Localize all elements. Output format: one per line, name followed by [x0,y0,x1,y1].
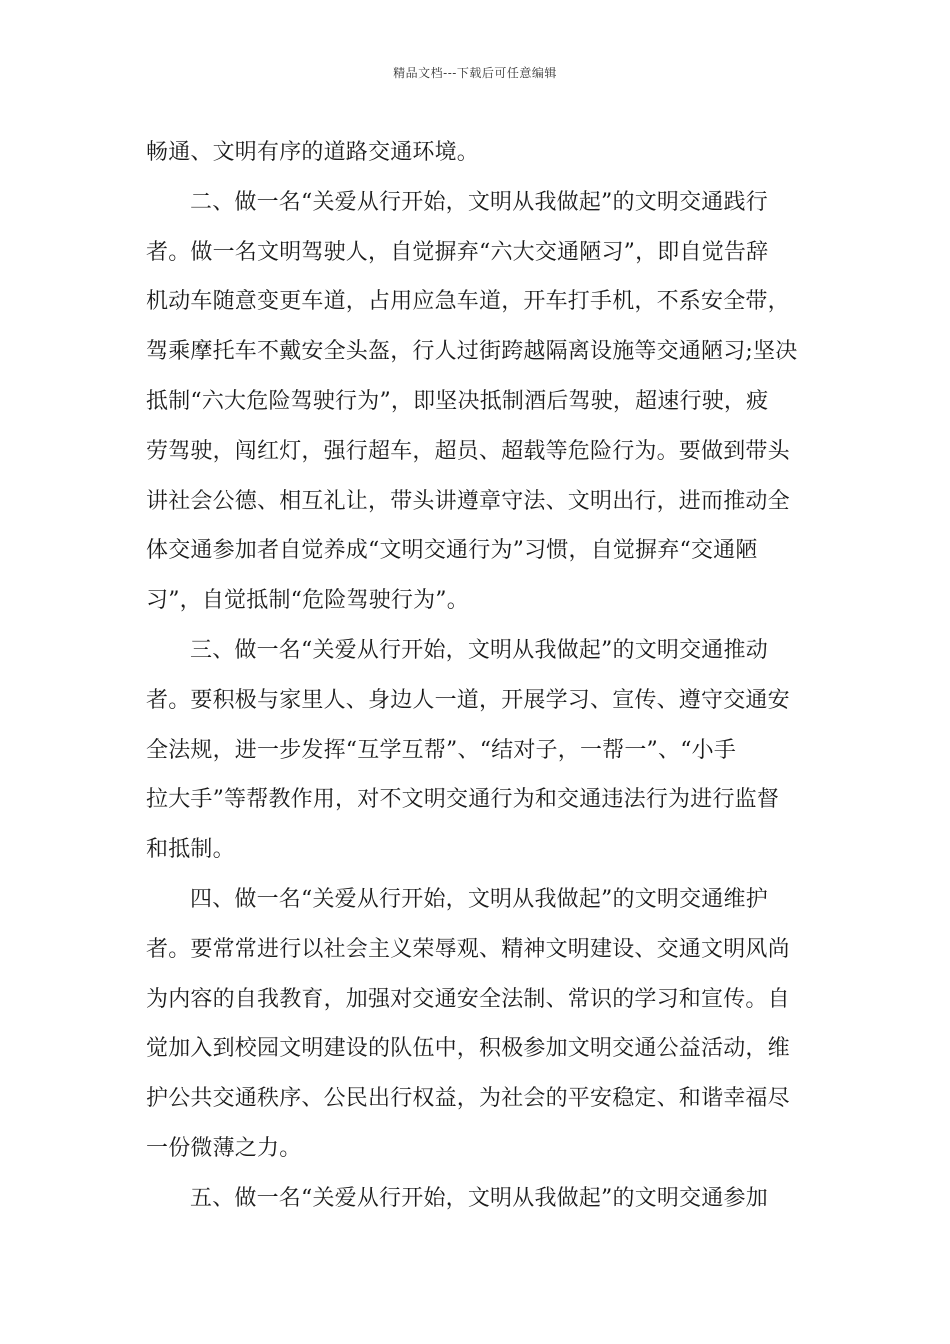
text-line: 驾乘摩托车不戴安全头盔，行人过街跨越隔离设施等交通陋习;坚决 [146,339,798,365]
text-line: 体交通参加者自觉养成“文明交通行为”习惯，自觉摒弃“交通陋 [146,538,758,564]
paragraph-first-line: 三、做一名“关爱从行开始，文明从我做起”的文明交通推动 [190,637,768,663]
text-line: 拉大手”等帮教作用，对不文明交通行为和交通违法行为进行监督 [146,787,780,813]
text-line: 觉加入到校园文明建设的队伍中，积极参加文明交通公益活动，维 [146,1036,790,1062]
text-line: 抵制“六大危险驾驶行为”，即坚决抵制酒后驾驶，超速行驶，疲 [146,388,769,414]
text-line: 畅通、文明有序的道路交通环境。 [146,140,480,165]
text-line: 全法规，进一步发挥“互学互帮”、“结对子，一帮一”、“小手 [146,737,737,763]
paragraph-first-line: 二、做一名“关爱从行开始，文明从我做起”的文明交通践行 [190,189,768,215]
paragraph-first-line: 四、做一名“关爱从行开始，文明从我做起”的文明交通维护 [190,886,768,912]
text-line: 一份微薄之力。 [146,1135,302,1161]
text-line: 者。做一名文明驾驶人，自觉摒弃“六大交通陋习”，即自觉告辞 [146,239,769,265]
text-line: 讲社会公德、相互礼让，带头讲遵章守法、文明出行，进而推动全 [146,488,790,514]
text-line: 者。要常常进行以社会主义荣辱观、精神文明建设、交通文明风尚 [146,936,790,962]
text-line: 者。要积极与家里人、身边人一道，开展学习、宣传、遵守交通安 [146,687,790,713]
document-body [146,128,808,1224]
text-line: 为内容的自我教育，加强对交通安全法制、常识的学习和宣传。自 [146,986,790,1012]
text-line: 劳驾驶，闯红灯，强行超车，超员、超载等危险行为。要做到带头 [146,438,790,464]
text-line: 机动车随意变更车道，占用应急车道，开车打手机，不系安全带， [146,289,790,315]
text-line: 护公共交通秩序、公民出行权益，为社会的平安稳定、和谐幸福尽 [146,1086,790,1112]
paragraph-first-line: 五、做一名“关爱从行开始，文明从我做起”的文明交通参加 [190,1185,768,1211]
text-line: 习”，自觉抵制“危险驾驶行为”。 [146,588,469,614]
text-line: 和抵制。 [146,837,235,863]
page-header: 精品文档---下载后可任意编辑 [393,66,557,80]
